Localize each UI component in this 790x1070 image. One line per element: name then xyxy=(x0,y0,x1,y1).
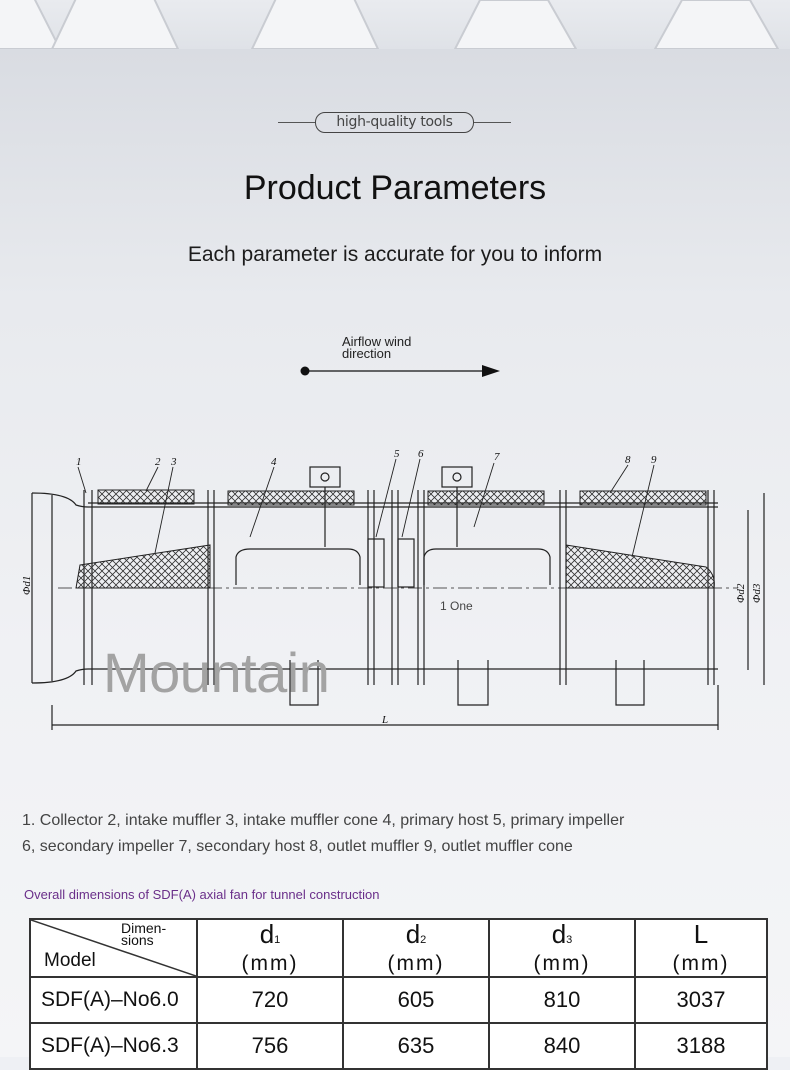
callout-6: 6 xyxy=(418,448,424,460)
value-cell: 3188 xyxy=(635,1023,767,1069)
value-cell: 720 xyxy=(197,977,343,1023)
value-cell: 635 xyxy=(343,1023,489,1069)
callout-9: 9 xyxy=(651,454,657,466)
airflow-label: Airflow wind direction xyxy=(342,334,412,361)
badge-line-right xyxy=(474,122,511,123)
value-cell: 756 xyxy=(197,1023,343,1069)
column-header-d1: d1 (mm) xyxy=(197,919,343,977)
page-title: Product Parameters xyxy=(243,169,547,207)
table-caption: Overall dimensions of SDF(A) axial fan for tunnel construction xyxy=(24,887,380,902)
corner-header-cell xyxy=(30,919,197,977)
page-subtitle: Each parameter is accurate for you to inform xyxy=(187,243,603,266)
diagram-inner-label: 1 One xyxy=(440,599,473,613)
callout-4: 4 xyxy=(271,456,277,468)
section-badge xyxy=(278,112,511,133)
column-header-d3: d3 (mm) xyxy=(489,919,635,977)
table-header-row xyxy=(30,919,767,977)
callout-3: 3 xyxy=(171,456,177,468)
dim-d1: Φd1 xyxy=(21,575,33,595)
value-cell: 605 xyxy=(343,977,489,1023)
callout-1: 1 xyxy=(76,456,82,468)
table-row xyxy=(30,1023,767,1069)
column-header-d2: d2 (mm) xyxy=(343,919,489,977)
dim-l: L xyxy=(382,714,389,726)
corner-model-label: Model xyxy=(44,950,96,971)
legend-line-1: 1. Collector 2, intake muffler 3, intake muffler cone 4, primary host 5, primary impeller xyxy=(22,812,625,829)
callout-7: 7 xyxy=(494,451,500,463)
value-cell: 3037 xyxy=(635,977,767,1023)
top-banner xyxy=(0,0,790,49)
dimensions-table xyxy=(29,918,768,1070)
value-cell: 840 xyxy=(489,1023,635,1069)
badge-line-left xyxy=(278,122,315,123)
model-cell: SDF(A)–No6.3 xyxy=(30,1023,197,1069)
column-header-l: L (mm) xyxy=(635,919,767,977)
corner-dimensions-label: Dimen- sions xyxy=(121,920,167,948)
dim-d2: Φd2 xyxy=(735,583,747,603)
callout-8: 8 xyxy=(625,454,631,466)
dim-d3: Φd3 xyxy=(751,583,763,603)
badge-label: high-quality tools xyxy=(315,112,474,133)
table-row xyxy=(30,977,767,1023)
airflow-arrow-icon xyxy=(298,362,503,380)
hexagon-pattern xyxy=(0,0,790,49)
callout-5: 5 xyxy=(394,448,400,460)
watermark: Mountain xyxy=(103,641,330,704)
callout-2: 2 xyxy=(155,456,161,468)
component-legend xyxy=(22,808,762,860)
value-cell: 810 xyxy=(489,977,635,1023)
legend-line-2: 6, secondary impeller 7, secondary host 8, outlet muffler 9, outlet muffler cone xyxy=(22,838,573,855)
model-cell: SDF(A)–No6.0 xyxy=(30,977,197,1023)
